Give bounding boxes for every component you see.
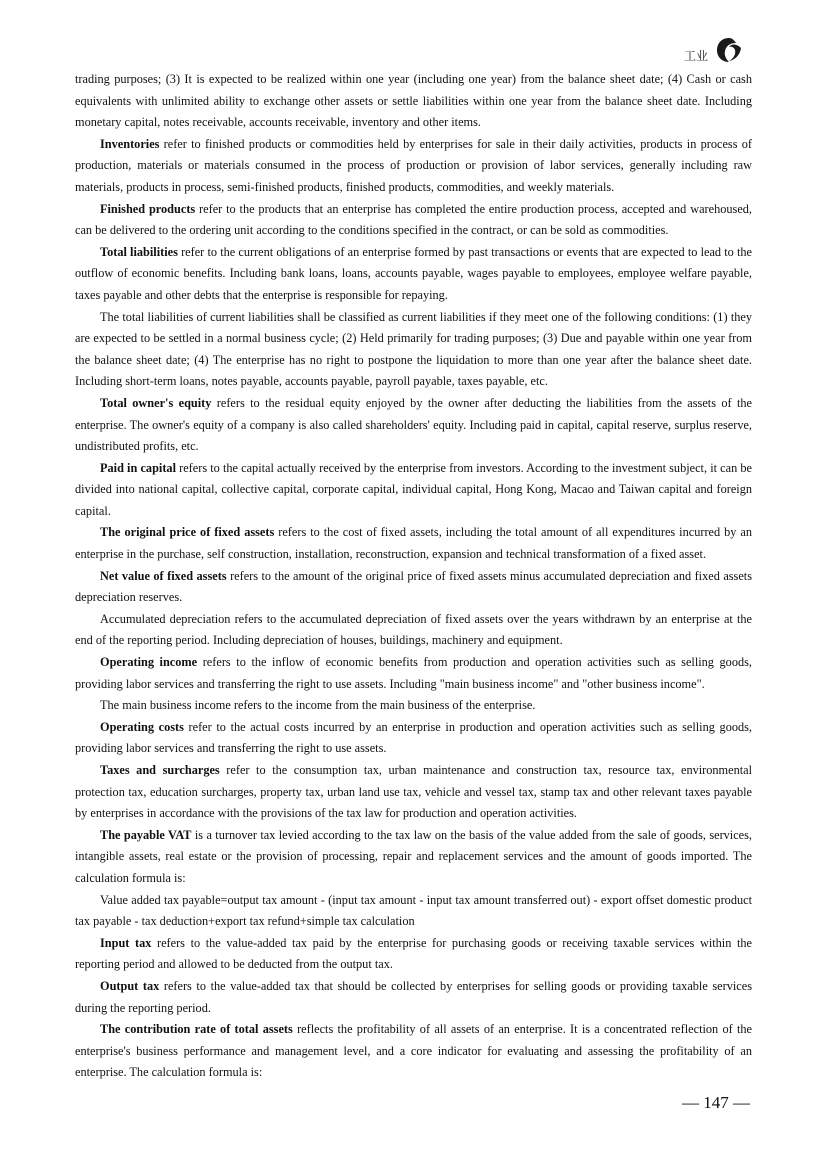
paragraph — [75, 890, 752, 933]
paragraph-text: is a turnover tax levied according to the tax law on the basis of the value added from the sale of goods, services, intangible assets, real estate or the provision of processing, repair and replacement services and the amount of goods imported. The calculation formula is: — [75, 827, 752, 885]
paragraph-text: refers to the value-added tax that should be collected by enterprises for selling goods or providing taxable services during the reporting period. — [75, 978, 752, 1015]
paragraph — [75, 307, 752, 393]
paragraph — [75, 609, 752, 652]
paragraph — [75, 652, 752, 695]
paragraph — [75, 458, 752, 523]
paragraph — [75, 242, 752, 307]
page-header — [684, 34, 744, 66]
paragraph — [75, 522, 752, 565]
paragraph-text: refer to finished products or commodities held by enterprises for sale in their daily activities, products in process of production, materials or materials consumed in the process of production or provision of labor services, generally including raw materials, products in process, semi-finished products, finished products, commodities, and weekly materials. — [75, 136, 752, 194]
paragraph-text: refers to the value-added tax paid by the enterprise for purchasing goods or receiving taxable services within the reporting period and allowed to be deducted from the output tax. — [75, 935, 752, 972]
paragraph-text: The main business income refers to the income from the main business of the enterprise. — [100, 698, 536, 713]
paragraph — [75, 976, 752, 1019]
defined-term: Operating costs — [100, 719, 184, 734]
defined-term: Net value of fixed assets — [100, 568, 227, 583]
defined-term: Inventories — [100, 136, 160, 151]
paragraph-text: refers to the cost of fixed assets, including the total amount of all expenditures incurred by an enterprise in the purchase, self construction, installation, reconstruction, expansion and technical transformation of a fixed asset. — [75, 525, 753, 562]
paragraph — [75, 760, 752, 825]
defined-term: The payable VAT — [100, 827, 192, 842]
defined-term: Output tax — [100, 978, 160, 993]
paragraph-text: refer to the current obligations of an enterprise formed by past transactions or events that are expected to lead to the outflow of economic benefits. Including bank loans, loans, accounts payable, wages payable to employees, employee welfare payable, taxes payable and other debts that the enterprise is responsible for repaying. — [75, 244, 752, 302]
paragraph-text: refers to the amount of the original price of fixed assets minus accumulated depreciation and fixed assets depreciation reserves. — [75, 568, 753, 605]
paragraph-text: trading purposes; (3) It is expected to be realized within one year (including one year) from the balance sheet date; (4) Cash or cash equivalents with unlimited ability to exchange other assets or settle liabilities within one year from the balance sheet date. Including monetary capital, notes receivable, accounts receivable, inventory and other items. — [75, 72, 752, 130]
defined-term: Paid in capital — [100, 460, 176, 475]
paragraph — [75, 1019, 752, 1084]
paragraph-text: refers to the capital actually received by the enterprise from investors. According to the investment subject, it can be divided into national capital, collective capital, corporate capital, individual capital, Hong Kong, Macao and Taiwan capital and foreign capital. — [75, 460, 752, 518]
defined-term: Operating income — [100, 655, 198, 670]
paragraph — [75, 717, 752, 760]
defined-term: Total liabilities — [100, 244, 178, 259]
publisher-logo-icon — [714, 35, 744, 65]
defined-term: The contribution rate of total assets — [100, 1022, 293, 1037]
paragraph — [75, 566, 752, 609]
paragraph-text: refer to the actual costs incurred by an enterprise in production and operation activities such as selling goods, providing labor services and transferring the right to use assets. — [75, 719, 752, 756]
paragraph-text: The total liabilities of current liabilities shall be classified as current liabilities if they meet one of the following conditions: (1) they are expected to be settled in a normal business cycle; (2) Held primarily for trading purposes; (3) Due and payable within one year from the balance sheet date; (4) The enterprise has no right to postpone the liquidation to more than one year after the balance sheet date. Including short-term loans, notes payable, accounts payable, payroll payable, taxes payable, etc. — [75, 309, 752, 389]
header-label: 工业 — [683, 48, 708, 63]
paragraph — [75, 199, 752, 242]
defined-term: Finished products — [100, 201, 196, 216]
paragraph-text: refers to the inflow of economic benefits from production and operation activities such as selling goods, providing labor services and transferring the right to use assets. Including "main business income" and "other business income". — [75, 655, 752, 691]
defined-term: Total owner's equity — [100, 395, 212, 410]
paragraph-text: Accumulated depreciation refers to the accumulated depreciation of fixed assets over the years withdrawn by an enterprise at the end of the reporting period. Including depreciation of houses, buildings, machinery and equipment. — [75, 611, 752, 648]
body-text — [75, 69, 752, 1084]
paragraph — [75, 393, 752, 458]
paragraph-text: reflects the profitability of all assets of an enterprise. It is a concentrated reflection of the enterprise's business performance and management level, and a core indicator for evaluating and assessing the profitability of an enterprise. The calculation formula is: — [75, 1022, 752, 1080]
paragraph — [75, 825, 752, 890]
paragraph-text: Value added tax payable=output tax amount - (input tax amount - input tax amount transferred out) - export offset domestic product tax payable - tax deduction+export tax refund+simple tax calculation — [75, 892, 752, 929]
paragraph-text: refer to the products that an enterprise has completed the entire production process, accepted and warehoused, can be delivered to the ordering unit according to the conditions specified in the contract, or can be sold as commodities. — [75, 201, 752, 238]
defined-term: Input tax — [100, 935, 152, 950]
paragraph-text: refers to the residual equity enjoyed by the owner after deducting the liabilities from the assets of the enterprise. The owner's equity of a company is also called shareholders' equity. Including paid in capital, capital reserve, surplus reserve, undistributed profits, etc. — [75, 395, 752, 454]
paragraph — [75, 69, 752, 134]
paragraph — [75, 933, 752, 976]
page-number: — 147 — — [682, 1093, 750, 1112]
defined-term: The original price of fixed assets — [100, 525, 275, 540]
paragraph-text: refer to the consumption tax, urban maintenance and construction tax, resource tax, environmental protection tax, education surcharges, property tax, urban land use tax, vehicle and vessel tax, stamp tax and other relevant taxes payable by enterprises in accordance with the provisions of the tax law for production and operation activities. — [75, 763, 753, 821]
defined-term: Taxes and surcharges — [100, 763, 220, 777]
paragraph — [75, 695, 752, 717]
paragraph — [75, 134, 752, 199]
